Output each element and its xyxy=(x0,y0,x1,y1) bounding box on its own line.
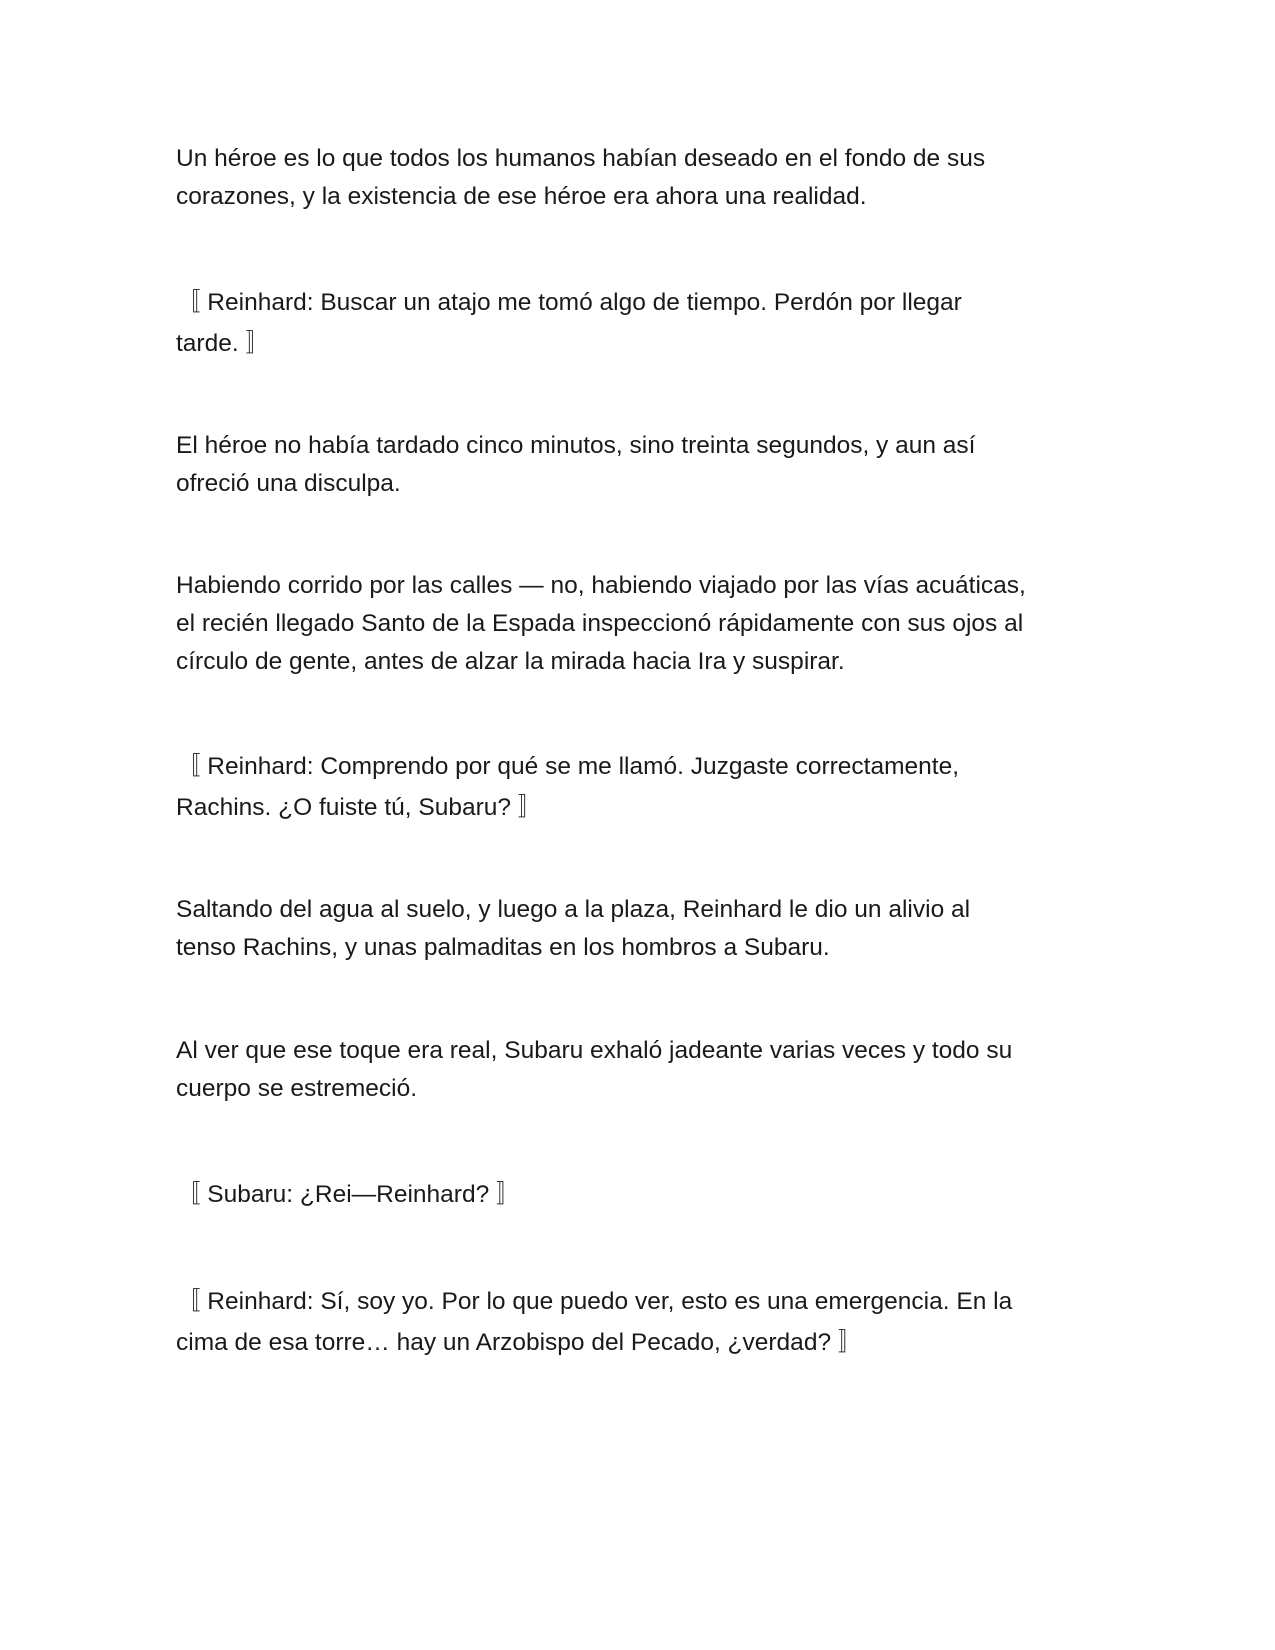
dialogue-reinhard-2: 〚 Reinhard: Comprendo por qué se me llamó. Juzgaste correctamente, Rachins. ¿O fuiste tú, Subaru? 〛 xyxy=(176,753,960,821)
paragraph-3: Habiendo corrido por las calles — no, habiendo viajado por las vías acuáticas, el recién llegado Santo de la Espada inspeccionó rápidamente con sus ojos al círculo de gente, antes de alzar la mirada hacia Ira y suspirar. xyxy=(176,572,1026,675)
dialogue-subaru: 〚 Subaru: ¿Rei—Reinhard? 〛 xyxy=(176,1181,521,1208)
paragraph-2: El héroe no había tardado cinco minutos, sino treinta segundos, y aun así ofreció una disculpa. xyxy=(176,432,976,497)
dialogue-reinhard-1: 〚 Reinhard: Buscar un atajo me tomó algo de tiempo. Perdón por llegar tarde. 〛 xyxy=(176,289,962,357)
paragraph-4: Saltando del agua al suelo, y luego a la plaza, Reinhard le dio un alivio al tenso Rachins, y unas palmaditas en los hombros a Subaru. xyxy=(176,896,971,961)
paragraph-5: Al ver que ese toque era real, Subaru exhaló jadeante varias veces y todo su cuerpo se estremeció. xyxy=(176,1037,1013,1102)
dialogue-reinhard-3: 〚 Reinhard: Sí, soy yo. Por lo que puedo ver, esto es una emergencia. En la cima de esa torre… hay un Arzobispo del Pecado, ¿verdad? 〛 xyxy=(176,1288,1013,1356)
paragraph-1: Un héroe es lo que todos los humanos habían deseado en el fondo de sus corazones, y la existencia de ese héroe era ahora una realidad. xyxy=(176,145,986,210)
